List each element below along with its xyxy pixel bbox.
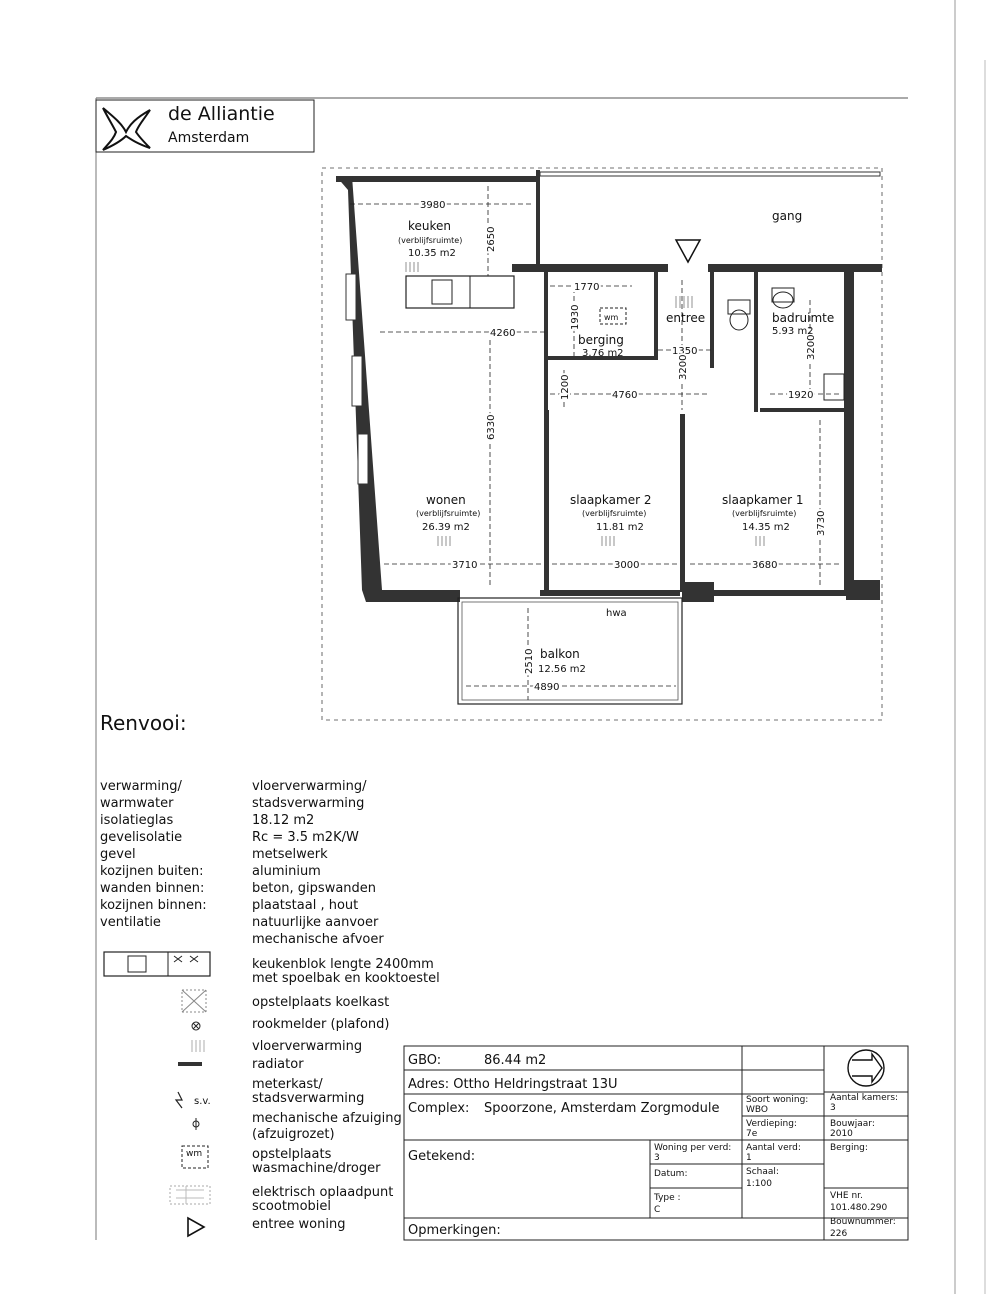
legend-text: keukenblok lengte 2400mm — [252, 957, 434, 972]
renvooi-key: kozijnen buiten: — [100, 864, 204, 879]
tb-berging-label: Berging: — [830, 1143, 868, 1153]
room-slaapkamer2-label: slaapkamer 2 — [570, 493, 652, 507]
logo-city: Amsterdam — [168, 130, 250, 146]
renvooi-value: mechanische afvoer — [252, 932, 384, 947]
renvooi-value: natuurlijke aanvoer — [252, 915, 379, 930]
renvooi-key: gevel — [100, 847, 136, 862]
renvooi-value: beton, gipswanden — [252, 881, 377, 896]
legend-text: meterkast/ — [252, 1077, 323, 1092]
renvooi-value: aluminium — [252, 864, 321, 879]
plot-boundary — [322, 168, 882, 720]
tb-schaal-label: Schaal: — [746, 1167, 779, 1177]
tb-getekend: Getekend: — [408, 1149, 476, 1164]
tb-gbo-value: 86.44 m2 — [484, 1053, 547, 1068]
tb-aantal-verd-label: Aantal verd: — [746, 1143, 801, 1153]
dim-3000: 3000 — [614, 560, 640, 571]
renvooi-rows — [100, 779, 384, 947]
dim-3710: 3710 — [452, 560, 478, 571]
north-arrow-icon — [848, 1050, 884, 1086]
dim-4260: 4260 — [490, 328, 516, 339]
bathroom-fixtures — [728, 288, 844, 400]
tb-type-value: C — [654, 1205, 661, 1215]
room-slaapkamer2-sub: (verblijfsruimte) — [582, 509, 647, 518]
alliantie-logo-icon — [103, 108, 150, 150]
renvooi-key: gevelisolatie — [100, 830, 183, 845]
renvooi-key: wanden binnen: — [100, 881, 205, 896]
room-wonen-sub: (verblijfsruimte) — [416, 509, 481, 518]
legend-wm-label: wm — [186, 1149, 203, 1159]
room-entree-label: entree — [666, 311, 706, 325]
legend-text: opstelplaats koelkast — [252, 995, 390, 1010]
tb-woning-per-verd-value: 3 — [654, 1153, 660, 1163]
tb-complex-label: Complex: — [408, 1101, 470, 1116]
legend-text: opstelplaats — [252, 1147, 332, 1162]
dim-3680: 3680 — [752, 560, 778, 571]
tb-soort-value: WBO — [746, 1105, 768, 1115]
dim-1770: 1770 — [574, 282, 600, 293]
entrance-triangle-icon — [676, 240, 700, 262]
dim-2650: 2650 — [486, 226, 497, 252]
kitchen-block-icon — [104, 952, 210, 976]
tb-bouwjaar-value: 2010 — [830, 1129, 853, 1139]
renvooi-value: metselwerk — [252, 847, 328, 862]
legend-text: wasmachine/droger — [252, 1161, 381, 1176]
tb-opmerkingen: Opmerkingen: — [408, 1223, 501, 1238]
room-badruimte-area: 5.93 m2 — [772, 326, 814, 337]
renvooi-key: warmwater — [100, 796, 174, 811]
legend-text: met spoelbak en kooktoestel — [252, 971, 440, 986]
renvooi-value: vloerverwarming/ — [252, 779, 367, 794]
legend-text: vloerverwarming — [252, 1039, 363, 1054]
tb-soort-label: Soort woning: — [746, 1095, 809, 1105]
legend-sv-label: s.v. — [194, 1096, 211, 1107]
legend-text: entree woning — [252, 1217, 346, 1232]
walls — [336, 170, 882, 602]
renvooi-legend — [104, 952, 440, 1236]
room-keuken-sub: (verblijfsruimte) — [398, 236, 463, 245]
tb-aantal-verd-value: 1 — [746, 1153, 752, 1163]
dim-3200-bath: 3200 — [806, 334, 817, 360]
room-wonen-label: wonen — [426, 493, 466, 507]
tb-aantal-kamers-value: 3 — [830, 1103, 836, 1113]
dim-1200: 1200 — [560, 374, 571, 400]
renvooi-value: 18.12 m2 — [252, 813, 315, 828]
renvooi-key: verwarming/ — [100, 779, 182, 794]
renvooi-value: stadsverwarming — [252, 796, 365, 811]
renvooi-value: plaatstaal , hout — [252, 898, 359, 913]
room-berging-label: berging — [578, 333, 624, 347]
tb-verdieping-value: 7e — [746, 1129, 758, 1139]
tb-complex-value: Spoorzone, Amsterdam Zorgmodule — [484, 1101, 720, 1116]
dim-6330: 6330 — [486, 414, 497, 440]
meter-cabinet-icon — [176, 1092, 182, 1108]
tb-bouwnummer-label: Bouwnummer: — [830, 1217, 896, 1227]
renvooi-section — [100, 711, 440, 1236]
floor-heating-icon — [192, 1040, 204, 1052]
dim-1920: 1920 — [788, 390, 814, 401]
renvooi-key: ventilatie — [100, 915, 161, 930]
room-berging-area: 3.76 m2 — [582, 348, 624, 359]
dim-3200-entree: 3200 — [678, 354, 689, 380]
room-keuken-label: keuken — [408, 219, 452, 233]
renvooi-value: Rc = 3.5 m2K/W — [252, 830, 359, 845]
room-keuken-area: 10.35 m2 — [408, 248, 456, 259]
fridge-spot-icon — [182, 990, 206, 1012]
room-wonen-area: 26.39 m2 — [422, 522, 470, 533]
dim-2510: 2510 — [524, 648, 535, 674]
dim-1930: 1930 — [570, 304, 581, 330]
tb-schaal-value: 1:100 — [746, 1179, 772, 1189]
room-badruimte-label: badruimte — [772, 311, 835, 325]
entrance-triangle-icon — [188, 1218, 204, 1236]
tb-verdieping-label: Verdieping: — [746, 1119, 797, 1129]
legend-text: (afzuigrozet) — [252, 1127, 335, 1142]
room-slaapkamer2-area: 11.81 m2 — [596, 522, 644, 533]
legend-text: radiator — [252, 1057, 304, 1072]
room-labels — [398, 209, 834, 675]
tb-vhe-label: VHE nr. — [830, 1191, 863, 1201]
logo-name: de Alliantie — [168, 103, 275, 125]
tb-adres: Adres: Ottho Heldringstraat 13U — [408, 1077, 618, 1092]
legend-text: scootmobiel — [252, 1199, 332, 1214]
smoke-detector-icon — [192, 1022, 200, 1030]
radiator-icon — [178, 1062, 202, 1066]
legend-text: stadsverwarming — [252, 1091, 365, 1106]
room-gang-label: gang — [772, 209, 803, 223]
dimension-lines — [350, 186, 842, 700]
room-slaapkamer1-label: slaapkamer 1 — [722, 493, 804, 507]
tb-bouwnummer-value: 226 — [830, 1229, 848, 1239]
dim-1350: 1350 — [672, 346, 698, 357]
renvooi-key: kozijnen binnen: — [100, 898, 207, 913]
tb-bouwjaar-label: Bouwjaar: — [830, 1119, 875, 1129]
tb-woning-per-verd-label: Woning per verd: — [654, 1143, 732, 1153]
berging-wm: wm — [604, 313, 619, 322]
legend-text: mechanische afzuiging — [252, 1111, 402, 1126]
tb-vhe-value: 101.480.290 — [830, 1203, 888, 1213]
dim-3980: 3980 — [420, 200, 446, 211]
room-balkon-label: balkon — [540, 647, 580, 661]
room-slaapkamer1-area: 14.35 m2 — [742, 522, 790, 533]
dim-3730: 3730 — [816, 510, 827, 536]
renvooi-key: isolatieglas — [100, 813, 174, 828]
legend-text: rookmelder (plafond) — [252, 1017, 390, 1032]
dimension-labels — [420, 200, 827, 693]
scooter-charge-icon — [170, 1186, 210, 1204]
tb-type-label: Type : — [654, 1193, 681, 1203]
logo-block — [96, 100, 314, 152]
tb-aantal-kamers-label: Aantal kamers: — [830, 1093, 899, 1103]
title-block-text — [408, 1053, 898, 1239]
dim-4760: 4760 — [612, 390, 638, 401]
tb-gbo-label: GBO: — [408, 1053, 442, 1068]
renvooi-title: Renvooi: — [100, 711, 187, 735]
dim-4890: 4890 — [534, 682, 560, 693]
legend-text: elektrisch oplaadpunt — [252, 1185, 394, 1200]
hwa-label: hwa — [606, 608, 627, 619]
tb-datum-label: Datum: — [654, 1169, 688, 1179]
room-balkon-area: 12.56 m2 — [538, 664, 586, 675]
extraction-icon — [193, 1118, 199, 1130]
room-slaapkamer1-sub: (verblijfsruimte) — [732, 509, 797, 518]
